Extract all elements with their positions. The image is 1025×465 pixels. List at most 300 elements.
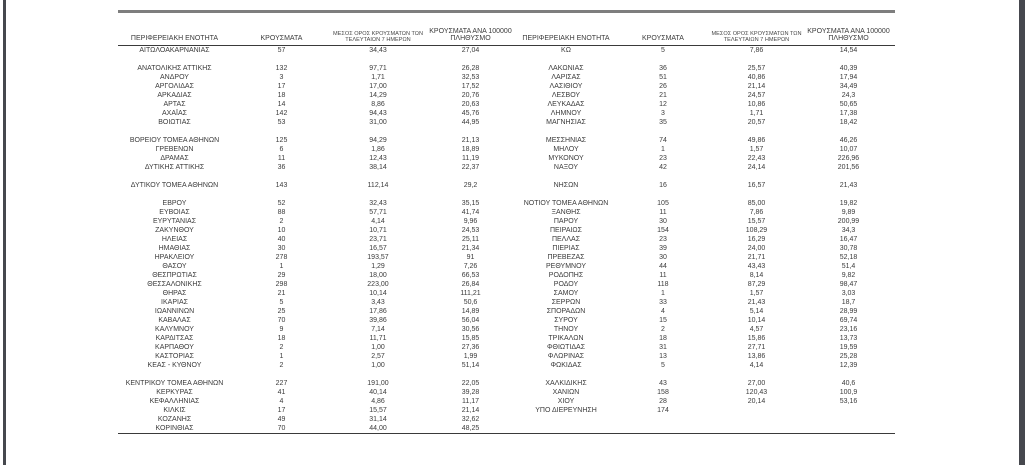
table-row xyxy=(118,289,895,298)
per100k-cell: 48,25 xyxy=(424,424,517,434)
cases-cell: 23 xyxy=(659,155,667,162)
region-name-cell: ΤΡΙΚΑΛΩΝ xyxy=(548,335,584,342)
cases-cell: 26 xyxy=(659,83,667,90)
cases-cell: 11 xyxy=(659,209,667,216)
per100k-cell: 30,78 xyxy=(839,245,858,252)
table-row xyxy=(118,163,895,172)
cases-cell: 1 xyxy=(661,146,665,153)
table-row xyxy=(118,397,895,406)
per100k-cell: 51,4 xyxy=(841,263,856,270)
region-name-cell: ΑΝΔΡΟΥ xyxy=(160,74,189,81)
region-name-cell: ΑΡΤΑΣ xyxy=(163,101,186,108)
avg7-cell: 21,43 xyxy=(747,299,766,306)
table-row xyxy=(118,271,895,280)
region-name-cell: ΣΥΡΟΥ xyxy=(554,317,578,324)
region-name-cell: ΚΟΖΑΝΗΣ xyxy=(157,416,192,423)
avg7-cell: 23,71 xyxy=(369,236,387,243)
cases-cell: 43 xyxy=(659,380,667,387)
spacer-row xyxy=(118,127,895,136)
cases-cell: 10 xyxy=(277,227,286,234)
region-name-cell: ΕΥΡΥΤΑΝΙΑΣ xyxy=(152,218,197,225)
per100k-cell: 51,14 xyxy=(461,362,480,369)
cases-cell: 21 xyxy=(277,290,286,297)
table-row xyxy=(118,307,895,316)
region-name-cell: ΠΡΕΒΕΖΑΣ xyxy=(547,254,585,261)
cases-cell: 227 xyxy=(275,380,288,387)
cases-cell: 154 xyxy=(657,227,669,234)
per100k-cell: 39,28 xyxy=(461,389,480,396)
region-name-cell: ΛΕΣΒΟΥ xyxy=(551,92,581,99)
per100k-cell: 226,96 xyxy=(837,155,860,162)
per100k-cell: 111,21 xyxy=(460,290,481,297)
region-name-cell: ΚΩ xyxy=(561,47,571,54)
region-name-cell: ΚΕΑΣ - ΚΥΘΝΟΥ xyxy=(147,362,202,369)
avg7-cell: 1,00 xyxy=(371,362,385,369)
per100k-cell: 27,04 xyxy=(461,47,480,54)
table-row xyxy=(118,235,895,244)
spacer-cell xyxy=(118,127,895,136)
header-per100k-line2: ΠΛΗΘΥΣΜΟ xyxy=(828,35,869,43)
cases-cell: 33 xyxy=(659,299,667,306)
table-row xyxy=(118,379,895,388)
header-avg7-line2: ΤΕΛΕΥΤΑΙΩΝ 7 ΗΜΕΡΩΝ xyxy=(723,36,790,43)
table-row xyxy=(118,280,895,289)
avg7-cell: 22,43 xyxy=(747,155,766,162)
region-name-cell: ΗΛΕΙΑΣ xyxy=(161,236,188,243)
cases-cell: 70 xyxy=(277,317,286,324)
region-name-cell: ΥΠΟ ΔΙΕΡΕΥΝΗΣΗ xyxy=(535,407,597,414)
region-name-cell: ΑΝΑΤΟΛΙΚΗΣ ΑΤΤΙΚΗΣ xyxy=(137,65,212,72)
per100k-cell: 41,74 xyxy=(461,209,480,216)
per100k-cell: 200,99 xyxy=(837,218,860,225)
avg7-cell: 40,14 xyxy=(369,389,387,396)
per100k-cell: 18,7 xyxy=(841,299,856,306)
per100k-cell: 40,6 xyxy=(841,380,856,387)
region-name-cell: ΛΑΚΩΝΙΑΣ xyxy=(548,65,584,72)
avg7-cell: 21,14 xyxy=(747,83,766,90)
table-row xyxy=(118,91,895,100)
table-row xyxy=(118,415,895,424)
cases-cell: 25 xyxy=(277,308,286,315)
region-name-cell: ΦΛΩΡΙΝΑΣ xyxy=(547,353,585,360)
avg7-cell: 97,71 xyxy=(369,65,387,72)
avg7-cell: 14,29 xyxy=(369,92,387,99)
per100k-cell: 35,15 xyxy=(461,200,480,207)
top-accent-bar xyxy=(118,10,895,13)
per100k-cell: 25,11 xyxy=(462,236,479,243)
region-name-cell: ΛΕΥΚΑΔΑΣ xyxy=(547,101,585,108)
cases-cell: 9 xyxy=(279,326,284,333)
cases-cell: 4 xyxy=(661,308,665,315)
table-row xyxy=(118,217,895,226)
avg7-cell: 34,43 xyxy=(369,47,387,54)
region-name-cell: ΣΑΜΟΥ xyxy=(553,290,579,297)
avg7-cell: 44,00 xyxy=(332,424,424,434)
per100k-cell: 69,74 xyxy=(839,317,858,324)
table-row xyxy=(118,136,895,145)
avg7-cell: 24,57 xyxy=(747,92,766,99)
avg7-cell: 18,00 xyxy=(369,272,387,279)
per100k-cell: 7,26 xyxy=(463,263,478,270)
per100k-cell: 12,39 xyxy=(839,362,858,369)
per100k-cell: 50,65 xyxy=(839,101,858,108)
cases-cell: 18 xyxy=(659,335,667,342)
avg7-cell: 25,57 xyxy=(747,65,766,72)
avg7-cell: 27,00 xyxy=(747,380,766,387)
cases-cell: 51 xyxy=(659,74,667,81)
cases-cell: 132 xyxy=(275,65,288,72)
cases-cell: 11 xyxy=(659,272,667,279)
region-name-cell: ΚΑΣΤΟΡΙΑΣ xyxy=(155,353,194,360)
cases-cell: 53 xyxy=(277,119,286,126)
cases-cell: 278 xyxy=(275,254,288,261)
per100k-cell: 32,62 xyxy=(461,416,480,423)
per100k-cell: 10,07 xyxy=(839,146,858,153)
avg7-cell: 4,57 xyxy=(749,326,764,333)
avg7-cell: 16,29 xyxy=(747,236,766,243)
per100k-cell: 1,99 xyxy=(463,353,478,360)
cases-by-region-table xyxy=(118,21,895,434)
region-name-cell: ΘΕΣΠΡΩΤΙΑΣ xyxy=(152,272,197,279)
avg7-cell: 193,57 xyxy=(367,254,389,261)
region-name-cell: ΚΙΛΚΙΣ xyxy=(163,407,186,414)
avg7-cell: 31,14 xyxy=(369,416,387,423)
avg7-cell: 24,00 xyxy=(747,245,766,252)
per100k-cell: 201,56 xyxy=(837,164,860,171)
table-row xyxy=(118,298,895,307)
region-name-cell: ΘΑΣΟΥ xyxy=(162,263,187,270)
region-name-cell: ΚΑΛΥΜΝΟΥ xyxy=(155,326,194,333)
region-name-cell: ΔΥΤΙΚΗΣ ΑΤΤΙΚΗΣ xyxy=(144,164,205,171)
region-name-cell: ΑΡΓΟΛΙΔΑΣ xyxy=(155,83,194,90)
region-name-cell: ΛΗΜΝΟΥ xyxy=(550,110,582,117)
table-header xyxy=(118,21,895,46)
avg7-cell: 39,86 xyxy=(369,317,387,324)
avg7-cell: 191,00 xyxy=(367,380,389,387)
avg7-cell: 16,57 xyxy=(747,182,766,189)
avg7-cell: 24,14 xyxy=(747,164,766,171)
region-name-cell: ΚΕΦΑΛΛΗΝΙΑΣ xyxy=(149,398,200,405)
cases-cell: 17 xyxy=(277,407,286,414)
table-row xyxy=(118,64,895,73)
per100k-cell: 26,28 xyxy=(461,65,480,72)
header-cases-left: ΚΡΟΥΣΜΑΤΑ xyxy=(231,21,332,46)
per100k-cell: 24,3 xyxy=(841,92,856,99)
per100k-cell: 19,59 xyxy=(839,344,858,351)
avg7-cell: 10,14 xyxy=(369,290,387,297)
avg7-cell: 32,43 xyxy=(369,200,387,207)
per100k-cell: 34,49 xyxy=(839,83,858,90)
avg7-cell: 13,86 xyxy=(747,353,766,360)
spacer-cell xyxy=(118,370,895,379)
avg7-cell: 1,57 xyxy=(749,290,764,297)
region-name-cell: ΕΒΡΟΥ xyxy=(162,200,187,207)
spacer-cell xyxy=(118,172,895,181)
table-row xyxy=(118,253,895,262)
avg7-cell: 27,71 xyxy=(747,344,766,351)
region-name-cell: ΜΗΛΟΥ xyxy=(553,146,579,153)
cases-cell: 2 xyxy=(279,362,284,369)
per100k-cell: 32,53 xyxy=(461,74,480,81)
avg7-cell: 43,43 xyxy=(747,263,766,270)
per100k-cell: 9,89 xyxy=(841,209,856,216)
avg7-cell: 1,86 xyxy=(371,146,385,153)
per100k-cell: 91 xyxy=(466,254,475,261)
avg7-cell: 1,00 xyxy=(371,344,385,351)
avg7-cell: 85,00 xyxy=(747,200,766,207)
cases-cell: 18 xyxy=(277,335,286,342)
right-edge-bar xyxy=(1019,0,1025,465)
avg7-cell xyxy=(711,424,802,434)
per100k-cell: 11,17 xyxy=(462,398,479,405)
region-name-cell: ΒΟΡΕΙΟΥ ΤΟΜΕΑ ΑΘΗΝΩΝ xyxy=(129,137,220,144)
table-row xyxy=(118,406,895,415)
region-name-cell: ΝΟΤΙΟΥ ΤΟΜΕΑ ΑΘΗΝΩΝ xyxy=(523,200,609,207)
per100k-cell: 66,53 xyxy=(461,272,480,279)
avg7-cell: 10,14 xyxy=(747,317,766,324)
table-row xyxy=(118,343,895,352)
avg7-cell: 3,43 xyxy=(371,299,385,306)
per100k-cell: 52,18 xyxy=(839,254,858,261)
table-row xyxy=(118,145,895,154)
header-avg7-line1: ΜΕΣΟΣ ΟΡΟΣ ΚΡΟΥΣΜΑΤΩΝ ΤΩΝ xyxy=(333,30,423,37)
header-region-right: ΠΕΡΙΦΕΡΕΙΑΚΗ ΕΝΟΤΗΤΑ xyxy=(517,21,615,46)
per100k-cell: 21,14 xyxy=(461,407,480,414)
avg7-cell xyxy=(711,406,802,415)
cases-cell: 29 xyxy=(277,272,286,279)
region-name-cell: ΡΟΔΟΠΗΣ xyxy=(548,272,584,279)
cases-cell: 30 xyxy=(659,254,667,261)
avg7-cell: 7,14 xyxy=(371,326,385,333)
cases-cell: 17 xyxy=(277,83,286,90)
cases-cell: 39 xyxy=(659,245,667,252)
avg7-cell: 20,57 xyxy=(747,119,766,126)
cases-cell: 36 xyxy=(277,164,286,171)
avg7-cell: 15,86 xyxy=(747,335,766,342)
per100k-cell: 21,43 xyxy=(839,182,858,189)
table-row xyxy=(118,82,895,91)
avg7-cell: 38,14 xyxy=(369,164,387,171)
per100k-cell: 20,63 xyxy=(461,101,480,108)
table-row xyxy=(118,100,895,109)
avg7-cell: 4,14 xyxy=(371,218,385,225)
per100k-cell xyxy=(802,424,895,434)
header-per100k-left xyxy=(424,21,517,46)
cases-cell: 118 xyxy=(657,281,669,288)
cases-cell: 40 xyxy=(277,236,286,243)
avg7-cell xyxy=(711,415,802,424)
per100k-cell: 50,6 xyxy=(463,299,478,306)
cases-cell xyxy=(615,415,711,424)
table-row xyxy=(118,154,895,163)
region-name-cell: ΝΑΞΟΥ xyxy=(553,164,579,171)
avg7-cell: 112,14 xyxy=(367,182,389,189)
region-name-cell: ΡΕΘΥΜΝΟΥ xyxy=(545,263,586,270)
table-row xyxy=(118,316,895,325)
per100k-cell: 44,95 xyxy=(461,119,480,126)
header-per100k-line1: ΚΡΟΥΣΜΑΤΑ ΑΝΑ 100000 xyxy=(429,27,512,35)
per100k-cell: 17,52 xyxy=(461,83,480,90)
table-row xyxy=(118,226,895,235)
region-name-cell: ΚΑΡΠΑΘΟΥ xyxy=(155,344,194,351)
cases-cell: 4 xyxy=(279,398,284,405)
avg7-cell: 120,43 xyxy=(745,389,768,396)
region-name-cell: ΠΕΛΛΑΣ xyxy=(551,236,581,243)
table-row xyxy=(118,199,895,208)
region-name-cell: ΧΑΛΚΙΔΙΚΗΣ xyxy=(545,380,587,387)
cases-cell: 2 xyxy=(279,218,284,225)
avg7-cell: 21,71 xyxy=(747,254,766,261)
left-edge-bar xyxy=(3,0,6,465)
cases-cell: 14 xyxy=(277,101,286,108)
cases-cell: 52 xyxy=(277,200,286,207)
cases-cell: 5 xyxy=(661,47,665,54)
region-name-cell: ΜΥΚΟΝΟΥ xyxy=(548,155,584,162)
cases-cell: 36 xyxy=(659,65,667,72)
region-name-cell: ΦΘΙΩΤΙΔΑΣ xyxy=(546,344,586,351)
region-name-cell: ΠΙΕΡΙΑΣ xyxy=(552,245,580,252)
table-row xyxy=(118,361,895,370)
per100k-cell: 22,05 xyxy=(461,380,480,387)
per100k-cell: 46,26 xyxy=(839,137,858,144)
table-row xyxy=(118,181,895,190)
cases-cell: 70 xyxy=(231,424,332,434)
avg7-cell: 223,00 xyxy=(367,281,389,288)
region-name-cell: ΛΑΡΙΣΑΣ xyxy=(551,74,581,81)
region-name-cell: ΜΑΓΝΗΣΙΑΣ xyxy=(546,119,586,126)
region-name-cell: ΙΩΑΝΝΙΝΩΝ xyxy=(154,308,195,315)
cases-cell: 57 xyxy=(277,47,286,54)
per100k-cell: 25,28 xyxy=(839,353,858,360)
per100k-cell: 20,76 xyxy=(461,92,480,99)
avg7-cell: 8,86 xyxy=(371,101,385,108)
avg7-cell: 15,57 xyxy=(747,218,766,225)
per100k-cell: 34,3 xyxy=(841,227,856,234)
cases-cell: 13 xyxy=(659,353,667,360)
avg7-cell: 49,86 xyxy=(747,137,766,144)
per100k-cell: 40,39 xyxy=(839,65,858,72)
cases-cell: 3 xyxy=(279,74,284,81)
per100k-cell: 18,42 xyxy=(839,119,858,126)
per100k-cell: 14,54 xyxy=(839,47,858,54)
per100k-cell: 22,37 xyxy=(461,164,480,171)
cases-cell: 2 xyxy=(279,344,284,351)
avg7-cell: 1,71 xyxy=(371,74,385,81)
per100k-cell: 9,82 xyxy=(841,272,856,279)
region-name-cell: ΕΥΒΟΙΑΣ xyxy=(159,209,190,216)
region-name-cell: ΘΗΡΑΣ xyxy=(162,290,187,297)
per100k-cell: 21,13 xyxy=(461,137,480,144)
cases-cell: 6 xyxy=(279,146,284,153)
table-row xyxy=(118,109,895,118)
avg7-cell: 10,86 xyxy=(747,101,766,108)
avg7-cell: 57,71 xyxy=(369,209,387,216)
region-name-cell: ΚΑΡΔΙΤΣΑΣ xyxy=(155,335,194,342)
cases-cell: 28 xyxy=(659,398,667,405)
per100k-cell: 23,16 xyxy=(839,326,858,333)
region-name-cell: ΑΧΑΪΑΣ xyxy=(162,110,187,117)
table-row xyxy=(118,262,895,271)
per100k-cell: 29,2 xyxy=(463,182,478,189)
region-name-cell: ΚΑΒΑΛΑΣ xyxy=(158,317,191,324)
region-name-cell: ΓΡΕΒΕΝΩΝ xyxy=(155,146,194,153)
header-cases-right: ΚΡΟΥΣΜΑΤΑ xyxy=(615,21,711,46)
region-name-cell: ΣΠΟΡΑΔΩΝ xyxy=(546,308,586,315)
avg7-cell: 17,00 xyxy=(369,83,387,90)
avg7-cell: 2,57 xyxy=(371,353,385,360)
per100k-cell: 98,47 xyxy=(839,281,858,288)
per100k-cell xyxy=(802,406,895,415)
region-name-cell: ΧΙΟΥ xyxy=(557,398,575,405)
per100k-cell: 24,53 xyxy=(461,227,480,234)
avg7-cell: 15,57 xyxy=(369,407,387,414)
region-name-cell: ΝΗΣΩΝ xyxy=(553,182,579,189)
spacer-row xyxy=(118,172,895,181)
table-row xyxy=(118,244,895,253)
per100k-cell: 27,36 xyxy=(461,344,480,351)
region-name-cell: ΠΕΙΡΑΙΩΣ xyxy=(550,227,582,234)
cases-cell: 16 xyxy=(659,182,667,189)
region-name-cell: ΘΕΣΣΑΛΟΝΙΚΗΣ xyxy=(147,281,202,288)
table-row xyxy=(118,46,895,56)
cases-cell: 15 xyxy=(659,317,667,324)
per100k-cell: 100,9 xyxy=(839,389,858,396)
avg7-cell: 20,14 xyxy=(747,398,766,405)
cases-cell: 1 xyxy=(279,353,284,360)
per100k-cell: 21,34 xyxy=(461,245,480,252)
per100k-cell: 9,96 xyxy=(463,218,478,225)
cases-cell: 88 xyxy=(277,209,286,216)
region-name-cell: ΦΩΚΙΔΑΣ xyxy=(550,362,582,369)
spacer-cell xyxy=(118,55,895,64)
table-row xyxy=(118,73,895,82)
avg7-cell: 7,86 xyxy=(749,47,764,54)
cases-cell: 30 xyxy=(277,245,286,252)
per100k-cell: 17,38 xyxy=(839,110,858,117)
cases-cell: 3 xyxy=(661,110,665,117)
table-row xyxy=(118,118,895,127)
avg7-cell: 94,43 xyxy=(369,110,387,117)
avg7-cell: 4,14 xyxy=(749,362,764,369)
avg7-cell: 17,86 xyxy=(369,308,387,315)
region-name-cell: ΧΑΝΙΩΝ xyxy=(552,389,580,396)
cases-cell: 42 xyxy=(659,164,667,171)
per100k-cell xyxy=(802,415,895,424)
cases-cell: 298 xyxy=(275,281,288,288)
region-name-cell: ΠΑΡΟΥ xyxy=(553,218,579,225)
cases-cell: 74 xyxy=(659,137,667,144)
spacer-row xyxy=(118,190,895,199)
per100k-cell: 16,47 xyxy=(839,236,858,243)
avg7-cell: 12,43 xyxy=(369,155,387,162)
table-row xyxy=(118,424,895,434)
cases-cell: 31 xyxy=(659,344,667,351)
per100k-cell: 19,82 xyxy=(839,200,858,207)
region-name-cell: ΤΗΝΟΥ xyxy=(553,326,579,333)
region-name-cell: ΔΡΑΜΑΣ xyxy=(160,155,189,162)
avg7-cell: 7,86 xyxy=(749,209,764,216)
per100k-cell: 14,89 xyxy=(461,308,480,315)
cases-cell: 23 xyxy=(659,236,667,243)
per100k-cell: 11,19 xyxy=(462,155,479,162)
avg7-cell: 31,00 xyxy=(369,119,387,126)
region-name-cell: ΜΕΣΣΗΝΙΑΣ xyxy=(545,137,587,144)
cases-cell: 142 xyxy=(275,110,288,117)
region-name-cell: ΑΙΤΩΛΟΑΚΑΡΝΑΝΙΑΣ xyxy=(139,47,210,54)
table-row xyxy=(118,388,895,397)
cases-cell: 35 xyxy=(659,119,667,126)
cases-cell: 2 xyxy=(661,326,665,333)
